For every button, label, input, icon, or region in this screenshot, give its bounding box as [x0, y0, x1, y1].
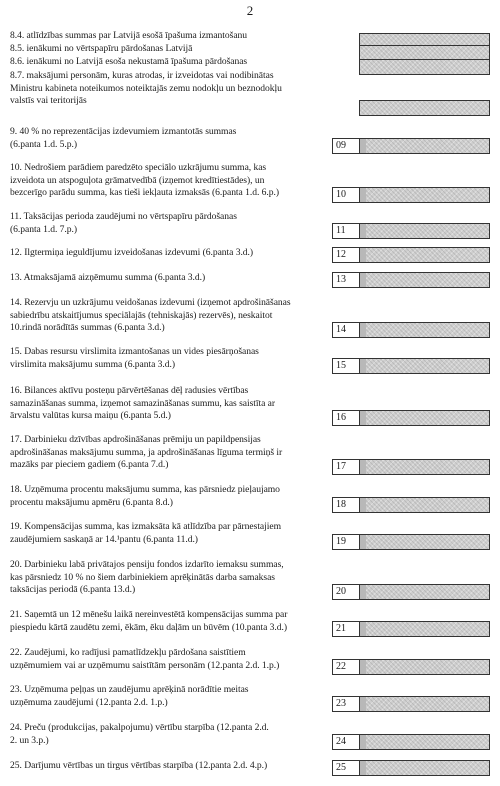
value-field[interactable]	[359, 621, 490, 637]
row-label	[10, 760, 328, 773]
field-divider	[360, 535, 366, 549]
row-label	[10, 56, 328, 69]
row-label	[10, 297, 328, 335]
row-code: 10	[332, 187, 359, 203]
field-divider	[360, 323, 366, 337]
row-label	[10, 609, 328, 634]
row-label	[10, 30, 328, 43]
row-label-line: valstīs vai teritorijās	[10, 95, 87, 107]
row-label	[10, 211, 328, 236]
field-divider	[360, 460, 366, 474]
row-label	[10, 385, 328, 423]
row-code: 15	[332, 358, 359, 374]
value-field[interactable]	[359, 534, 490, 550]
row-label-line: 8.5. ienākumi no vērtspapīru pārdošanas Latvijā	[10, 43, 193, 54]
row-label-line: 8.6. ienākumi no Latvijā esoša nekustamā īpašuma pārdošanas	[10, 56, 248, 67]
row-label	[10, 722, 328, 747]
field-divider	[360, 585, 366, 599]
value-field[interactable]	[359, 223, 490, 239]
row-label-line: taksācijas periodā (6.panta 13.d.)	[10, 584, 136, 596]
row-label-line: 17. Darbinieku dzīvības apdrošināšanas prēmiju un papildpensijas	[10, 434, 261, 445]
row-label	[10, 43, 328, 56]
row-code: 22	[332, 659, 359, 675]
row-label-line: 18. Uzņēmuma procentu maksājumu summa, kas pārsniedz pieļaujamo	[10, 484, 280, 495]
row-label-line: 14. Rezervju un uzkrājumu veidošanas izdevumi (izņemot apdrošināšanas	[10, 297, 291, 308]
field-divider	[360, 697, 366, 711]
row-label-line: ārvalstu valūtas kursa maiņu (6.panta 5.d.)	[10, 410, 171, 422]
row-label-line: uzņēmuma zaudējumi (12.panta 2.d. 1.p.)	[10, 696, 168, 708]
value-field[interactable]	[359, 734, 490, 750]
row-label	[10, 647, 328, 672]
row-code: 20	[332, 584, 359, 600]
row-label-line: (6.panta 1.d. 5.p.)	[10, 138, 77, 150]
row-label-line: 8.4. atlīdzības summas par Latvijā esošā īpašuma izmantošanu	[10, 30, 248, 41]
row-label	[10, 70, 328, 108]
value-field[interactable]	[359, 760, 490, 776]
row-label-line: piespiedu kārtā zaudētu zemi, ēkām, ēku daļām un būvēm (10.panta 3.d.)	[10, 621, 288, 633]
row-label	[10, 684, 328, 709]
field-divider	[360, 735, 366, 749]
row-label-line: apdrošināšanas maksājumu summa, ja apdrošināšanas līguma termiņš ir	[10, 446, 283, 458]
value-field[interactable]	[359, 322, 490, 338]
value-field[interactable]	[359, 100, 490, 116]
row-label-line: 23. Uzņēmuma peļņas un zaudējumu aprēķinā norādītie meitas	[10, 684, 249, 695]
field-divider	[360, 273, 366, 287]
row-label-line: 10. Nedrošiem parādiem paredzēto speciālo uzkrājumu summa, kas	[10, 162, 267, 173]
value-field[interactable]	[359, 497, 490, 513]
row-label-line: 15. Dabas resursu virslimita izmantošanas un vides piesārņošanas	[10, 346, 259, 357]
row-label-line: Ministru kabineta noteikumos noteiktajās zemu nodokļu un beznodokļu	[10, 82, 282, 94]
row-label	[10, 346, 328, 371]
row-label-line: 2. un 3.p.)	[10, 734, 49, 746]
row-label-line: 22. Zaudējumi, ko radījusi pamatlīdzekļu pārdošana saistītiem	[10, 647, 246, 658]
row-code: 14	[332, 322, 359, 338]
row-label-line: izveidota un atspoguļota grāmatvedībā (izņemot kredītiestādes), un	[10, 174, 265, 186]
row-label-line: 12. Ilgtermiņa ieguldījumu izveidošanas izdevumi (6.panta 3.d.)	[10, 247, 254, 258]
field-divider	[360, 622, 366, 636]
row-label	[10, 434, 328, 472]
value-field[interactable]	[359, 696, 490, 712]
page-number: 2	[246, 3, 254, 18]
row-label-line: 13. Atmaksājamā aizņēmumu summa (6.panta 3.d.)	[10, 272, 206, 283]
row-code: 21	[332, 621, 359, 637]
row-code: 17	[332, 459, 359, 475]
row-label-line: 9. 40 % no reprezentācijas izdevumiem izmantotās summas	[10, 126, 237, 137]
value-field[interactable]	[359, 138, 490, 154]
row-label-line: 20. Darbinieku labā privātajos pensiju fondos izdarīto iemaksu summas,	[10, 559, 284, 570]
field-divider	[360, 224, 366, 238]
value-field[interactable]	[359, 247, 490, 263]
value-field[interactable]	[359, 410, 490, 426]
row-code: 24	[332, 734, 359, 750]
row-code: 18	[332, 497, 359, 513]
row-label	[10, 559, 328, 597]
value-field[interactable]	[359, 272, 490, 288]
row-label	[10, 272, 328, 285]
row-label-line: mazāks par pieciem gadiem (6.panta 7.d.)	[10, 459, 169, 471]
row-label-line: zaudējumiem saskaņā ar 14.¹pantu (6.panta 11.d.)	[10, 533, 198, 545]
row-label-line: (6.panta 1.d. 7.p.)	[10, 223, 77, 235]
value-field[interactable]	[359, 358, 490, 374]
row-label-line: 8.7. maksājumi personām, kuras atrodas, ir izveidotas vai nodibinātas	[10, 70, 274, 81]
row-code: 12	[332, 247, 359, 263]
field-divider	[360, 498, 366, 512]
row-label-line: 19. Kompensācijas summa, kas izmaksāta kā atlīdzība par pārnestajiem	[10, 521, 281, 532]
row-label-line: 25. Darījumu vērtības un tirgus vērtības starpība (12.panta 2.d. 4.p.)	[10, 760, 268, 771]
field-divider	[360, 188, 366, 202]
row-label	[10, 126, 328, 151]
row-label	[10, 484, 328, 509]
field-divider	[360, 359, 366, 373]
row-label-line: kas pārsniedz 10 % no šiem darbiniekiem aprēķinātās darba samaksas	[10, 571, 275, 583]
value-field[interactable]	[359, 659, 490, 675]
value-field[interactable]	[359, 459, 490, 475]
value-field[interactable]	[359, 59, 490, 75]
value-field[interactable]	[359, 187, 490, 203]
value-field[interactable]	[359, 584, 490, 600]
row-label-line: 21. Saņemtā un 12 mēnešu laikā nereinvestētā kompensācijas summa par	[10, 609, 288, 620]
field-divider	[360, 139, 366, 153]
row-code: 16	[332, 410, 359, 426]
row-label-line: sabiedrību atskaitījumus speciālajās (tehniskajās) rezervēs), neskaitot	[10, 309, 273, 321]
row-code: 23	[332, 696, 359, 712]
row-label-line: virslimita maksājumu summa (6.panta 3.d.)	[10, 358, 176, 370]
row-code: 09	[332, 138, 359, 154]
row-code: 13	[332, 272, 359, 288]
row-label	[10, 247, 328, 260]
field-divider	[360, 761, 366, 775]
row-code: 19	[332, 534, 359, 550]
row-label-line: 11. Taksācijas perioda zaudējumi no vērtspapīru pārdošanas	[10, 211, 237, 222]
row-code: 25	[332, 760, 359, 776]
row-label	[10, 521, 328, 546]
field-divider	[360, 248, 366, 262]
row-label-line: bezcerīgo parādu summa, kas tieši iekļauta izmaksās (6.panta 1.d. 6.p.)	[10, 187, 279, 199]
field-divider	[360, 660, 366, 674]
row-label	[10, 162, 328, 200]
row-label-line: 24. Preču (produkcijas, pakalpojumu) vērtību starpība (12.panta 2.d.	[10, 722, 269, 733]
row-code: 11	[332, 223, 359, 239]
row-label-line: samazināšanas summa, izņemot samazināšanas summu, kas saistīta ar	[10, 397, 276, 409]
row-label-line: 16. Bilances aktīvu posteņu pārvērtēšanas dēļ radusies vērtības	[10, 385, 249, 396]
row-label-line: procentu maksājumu apmēru (6.panta 8.d.)	[10, 496, 173, 508]
row-label-line: 10.rindā norādītās summas (6.panta 3.d.)	[10, 322, 165, 334]
row-label-line: uzņēmumiem vai ar uzņēmumu saistītām personām (12.panta 2.d. 1.p.)	[10, 659, 280, 671]
field-divider	[360, 411, 366, 425]
